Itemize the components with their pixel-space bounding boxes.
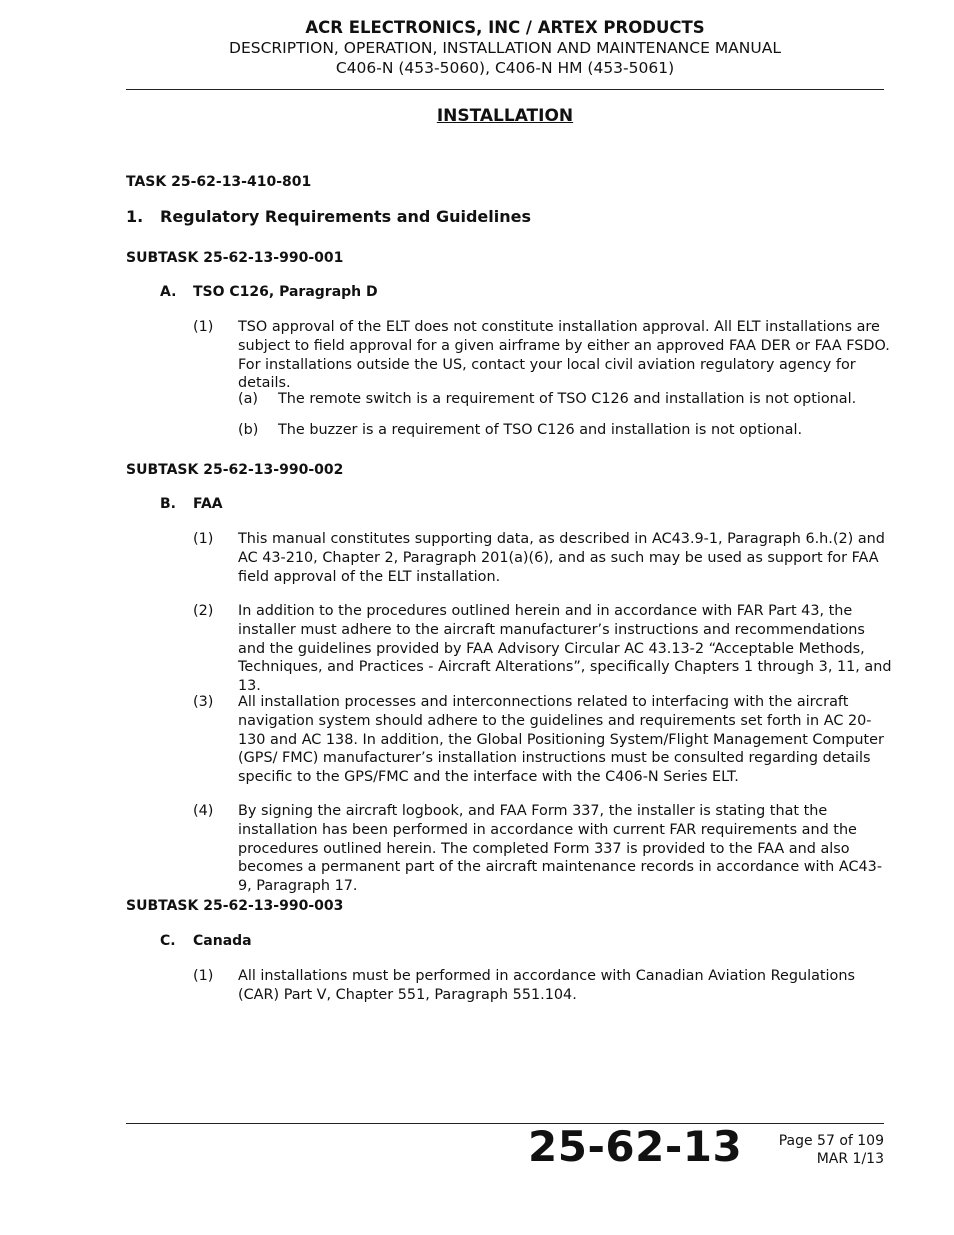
page-info	[779, 1132, 884, 1168]
item-number: (1)	[193, 531, 214, 547]
heading-number: 1.	[126, 207, 144, 226]
item-number: (2)	[193, 603, 214, 619]
subsection-letter: B.	[160, 496, 176, 512]
company-name: ACR ELECTRONICS, INC / ARTEX PRODUCTS	[305, 18, 705, 37]
page-number: Page 57 of 109	[778, 1133, 884, 1149]
subsection-heading	[160, 933, 252, 949]
item-text: In addition to the procedures outlined herein and in accordance with FAR Part 43, the installer must adhere to the aircraft manufacturer’s instructions and recommendations and the guidelines provided by FAA Advisory Circular AC 43.13-2 “Acceptable Methods, Techniques, and Practices - Aircraft Alterations”, specifically Chapters 1 through 3, 11, and 13.	[238, 603, 892, 695]
sub-item-number: (b)	[238, 422, 259, 438]
subsection-heading	[160, 496, 223, 512]
section-title: INSTALLATION	[436, 106, 574, 126]
footer-divider	[126, 1123, 884, 1124]
subsection-heading	[160, 284, 378, 300]
sub-item-text: The remote switch is a requirement of TSO C126 and installation is not optional.	[278, 391, 857, 407]
subtask-label: SUBTASK 25-62-13-990-003	[126, 898, 344, 914]
item-number: (1)	[193, 319, 214, 335]
page-header	[126, 18, 884, 78]
header-divider	[126, 89, 884, 90]
sub-item-number: (a)	[238, 391, 259, 407]
subsection-title: Canada	[193, 933, 252, 949]
main-heading	[126, 207, 531, 226]
item-text: TSO approval of the ELT does not constitute installation approval. All ELT installations are subject to field approval for a given airframe by either an approved FAA DER or FAA FSDO. For installations outside the US, contact your local civil aviation regulatory agency for details.	[238, 319, 890, 392]
subsection-title: TSO C126, Paragraph D	[193, 284, 378, 300]
item-number: (3)	[193, 694, 214, 710]
subsection-title: FAA	[193, 496, 223, 512]
subtask-label: SUBTASK 25-62-13-990-001	[126, 250, 344, 266]
item-number: (1)	[193, 968, 214, 984]
manual-title: DESCRIPTION, OPERATION, INSTALLATION AND MAINTENANCE MANUAL	[229, 39, 781, 57]
subsection-letter: C.	[160, 933, 176, 949]
model-numbers: C406-N (453-5060), C406-N HM (453-5061)	[335, 59, 675, 77]
item-number: (4)	[193, 803, 214, 819]
item-text: This manual constitutes supporting data, as described in AC43.9-1, Paragraph 6.h.(2) and AC 43-210, Chapter 2, Paragraph 201(a)(6), and as such may be used as support for FAA field approval of the ELT installation.	[238, 531, 885, 585]
item-text: All installation processes and interconnections related to interfacing with the aircraft navigation system should adhere to the guidelines and requirements set forth in AC 20-130 and AC 138. In addition, the Global Positioning System/Flight Management Computer (GPS/ FMC) manufacturer’s installation instructions must be consulted regarding details specific to the GPS/FMC and the interface with the C406-N Series ELT.	[238, 694, 884, 786]
sub-item-text: The buzzer is a requirement of TSO C126 and installation is not optional.	[278, 422, 803, 438]
heading-text: Regulatory Requirements and Guidelines	[160, 207, 531, 226]
revision-date: MAR 1/13	[816, 1151, 884, 1167]
item-text: By signing the aircraft logbook, and FAA Form 337, the installer is stating that the installation has been performed in accordance with current FAR requirements and the procedures outlined herein. The completed Form 337 is provided to the FAA and also becomes a permanent part of the aircraft maintenance records in accordance with AC43-9, Paragraph 17.	[238, 803, 883, 895]
ata-chapter-code: 25-62-13	[528, 1122, 743, 1171]
item-text: All installations must be performed in accordance with Canadian Aviation Regulations (CAR) Part V, Chapter 551, Paragraph 551.104.	[238, 968, 855, 1003]
task-number: TASK 25-62-13-410-801	[126, 174, 312, 190]
subtask-label: SUBTASK 25-62-13-990-002	[126, 462, 344, 478]
subsection-letter: A.	[160, 284, 177, 300]
